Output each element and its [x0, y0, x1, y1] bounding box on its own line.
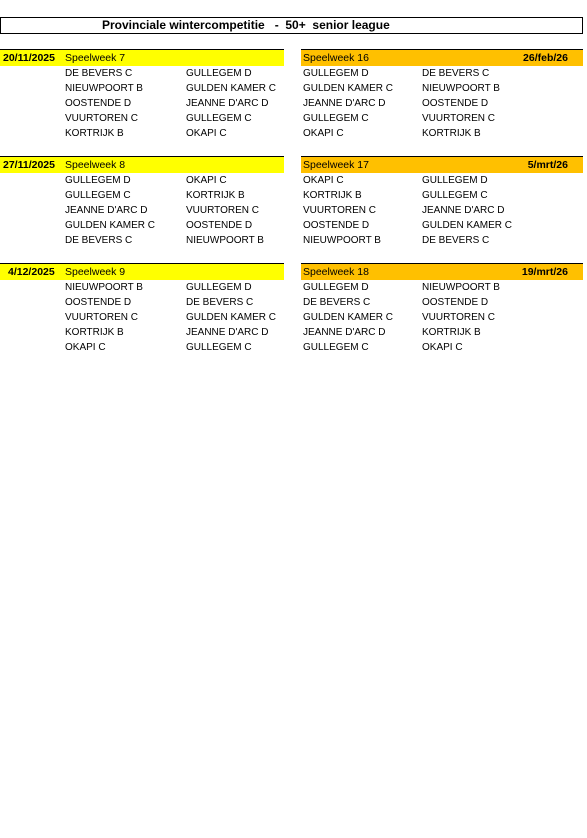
away-team: VUURTOREN C [422, 312, 495, 323]
away-team: GULLEGEM C [186, 342, 252, 353]
away-team: OOSTENDE D [186, 220, 253, 231]
right-week-date: 19/mrt/26 [521, 266, 568, 278]
away-team: OOSTENDE D [422, 98, 489, 109]
home-team: OOSTENDE D [65, 98, 132, 109]
home-team: JEANNE D'ARC D [303, 98, 386, 109]
home-team: KORTRIJK B [65, 327, 124, 338]
left-week-header [0, 50, 284, 66]
away-team: OKAPI C [186, 175, 227, 186]
match-row [0, 218, 284, 233]
home-team: VUURTOREN C [65, 113, 138, 124]
match-row [0, 173, 284, 188]
home-team: VUURTOREN C [303, 205, 376, 216]
home-team: GULLEGEM C [303, 342, 369, 353]
left-week-label: Speelweek 8 [65, 159, 126, 171]
left-week-date: 4/12/2025 [8, 266, 55, 278]
home-team: JEANNE D'ARC D [65, 205, 148, 216]
match-row [0, 295, 284, 310]
home-team: NIEUWPOORT B [303, 235, 381, 246]
away-team: OKAPI C [186, 128, 227, 139]
away-team: JEANNE D'ARC D [186, 98, 269, 109]
match-row [0, 81, 284, 96]
home-team: KORTRIJK B [65, 128, 124, 139]
match-row [0, 280, 284, 295]
away-team: OOSTENDE D [422, 297, 489, 308]
match-row [301, 81, 583, 96]
away-team: VUURTOREN C [422, 113, 495, 124]
match-row [301, 173, 583, 188]
match-row [301, 96, 583, 111]
left-week-header [0, 264, 284, 280]
right-week-label: Speelweek 16 [303, 52, 369, 64]
away-team: JEANNE D'ARC D [422, 205, 505, 216]
away-team: GULDEN KAMER C [422, 220, 513, 231]
home-team: KORTRIJK B [303, 190, 362, 201]
match-row [0, 325, 284, 340]
away-team: KORTRIJK B [186, 190, 245, 201]
away-team: JEANNE D'ARC D [186, 327, 269, 338]
away-team: NIEUWPOORT B [422, 83, 500, 94]
match-row [0, 96, 284, 111]
away-team: DE BEVERS C [422, 68, 490, 79]
away-team: DE BEVERS C [186, 297, 254, 308]
home-team: OKAPI C [303, 175, 344, 186]
page-title: Provinciale wintercompetitie - 50+ senior league [102, 18, 390, 32]
away-team: VUURTOREN C [186, 205, 259, 216]
title-box [0, 17, 583, 34]
home-team: GULLEGEM D [303, 68, 369, 79]
away-team: GULLEGEM C [422, 190, 488, 201]
away-team: GULLEGEM D [186, 282, 252, 293]
home-team: GULLEGEM C [303, 113, 369, 124]
home-team: DE BEVERS C [65, 68, 133, 79]
home-team: OKAPI C [303, 128, 344, 139]
home-team: DE BEVERS C [65, 235, 133, 246]
left-week-date: 20/11/2025 [3, 52, 55, 64]
match-row [0, 111, 284, 126]
match-row [0, 188, 284, 203]
away-team: NIEUWPOORT B [186, 235, 264, 246]
match-row [301, 203, 583, 218]
home-team: GULDEN KAMER C [303, 83, 394, 94]
home-team: OOSTENDE D [303, 220, 370, 231]
home-team: GULLEGEM D [65, 175, 131, 186]
away-team: NIEUWPOORT B [422, 282, 500, 293]
match-row [301, 340, 583, 355]
match-row [301, 233, 583, 248]
home-team: OKAPI C [65, 342, 106, 353]
left-week-label: Speelweek 9 [65, 266, 126, 278]
home-team: NIEUWPOORT B [65, 83, 143, 94]
home-team: GULDEN KAMER C [303, 312, 394, 323]
right-week-header [301, 264, 583, 280]
away-team: KORTRIJK B [422, 327, 481, 338]
away-team: GULDEN KAMER C [186, 83, 277, 94]
home-team: JEANNE D'ARC D [303, 327, 386, 338]
match-row [0, 233, 284, 248]
home-team: GULLEGEM D [303, 282, 369, 293]
match-row [301, 280, 583, 295]
match-row [301, 111, 583, 126]
match-row [301, 66, 583, 81]
right-week-header [301, 50, 583, 66]
match-row [301, 295, 583, 310]
right-week-date: 5/mrt/26 [527, 159, 568, 171]
match-row [0, 310, 284, 325]
away-team: GULLEGEM D [186, 68, 252, 79]
home-team: NIEUWPOORT B [65, 282, 143, 293]
right-week-date: 26/feb/26 [523, 52, 568, 64]
match-row [301, 188, 583, 203]
match-row [0, 66, 284, 81]
match-row [301, 126, 583, 141]
home-team: GULLEGEM C [65, 190, 131, 201]
right-week-label: Speelweek 18 [303, 266, 369, 278]
away-team: GULDEN KAMER C [186, 312, 277, 323]
away-team: OKAPI C [422, 342, 463, 353]
right-week-header [301, 157, 583, 173]
match-row [301, 218, 583, 233]
away-team: KORTRIJK B [422, 128, 481, 139]
home-team: GULDEN KAMER C [65, 220, 156, 231]
home-team: VUURTOREN C [65, 312, 138, 323]
left-week-date: 27/11/2025 [3, 159, 55, 171]
home-team: DE BEVERS C [303, 297, 371, 308]
match-row [0, 340, 284, 355]
home-team: OOSTENDE D [65, 297, 132, 308]
match-row [301, 325, 583, 340]
match-row [0, 203, 284, 218]
right-week-label: Speelweek 17 [303, 159, 369, 171]
match-row [0, 126, 284, 141]
away-team: DE BEVERS C [422, 235, 490, 246]
left-week-header [0, 157, 284, 173]
left-week-label: Speelweek 7 [65, 52, 126, 64]
match-row [301, 310, 583, 325]
away-team: GULLEGEM D [422, 175, 488, 186]
away-team: GULLEGEM C [186, 113, 252, 124]
